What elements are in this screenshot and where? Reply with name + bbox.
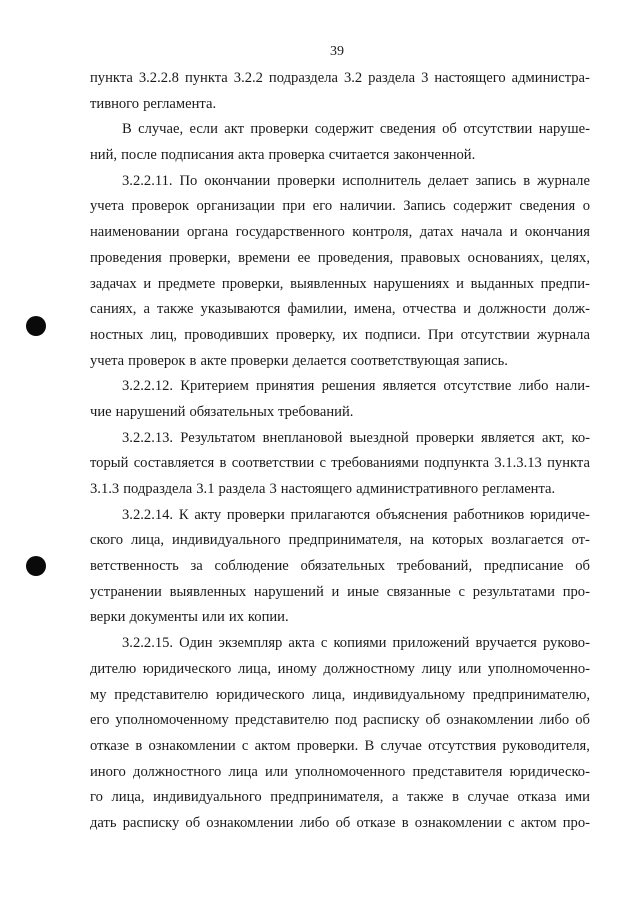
text-line: саниях, а также указываются фамилии, имена, отчества и должности долж- xyxy=(90,301,590,318)
text-line: торый составляется в соответствии с требованиями подпункта 3.1.3.13 пункта xyxy=(90,455,590,472)
text-line: учета проверок в акте проверки делается соответствующая запись. xyxy=(90,352,508,369)
text-line: 3.2.2.15. Один экземпляр акта с копиями приложений вручается руково- xyxy=(122,635,590,652)
text-line: В случае, если акт проверки содержит сведения об отсутствии наруше- xyxy=(122,121,590,138)
text-line: устранении выявленных нарушений и иные связанные с результатами про- xyxy=(90,583,590,600)
text-line: проведения проверки, времени ее проведения, правовых основаниях, целях, xyxy=(90,249,590,266)
text-line: задачах и предмете проверки, выявленных нарушениях и выданных предпи- xyxy=(90,275,590,292)
punch-hole-mark xyxy=(26,316,46,336)
text-line: дать расписку об ознакомлении либо об отказе в ознакомлении с актом про- xyxy=(90,814,590,831)
text-line: пункта 3.2.2.8 пункта 3.2.2 подраздела 3.2 раздела 3 настоящего администра- xyxy=(90,70,590,86)
text-line: ностных лиц, проводивших проверку, их подписи. При отсутствии журнала xyxy=(90,326,590,343)
text-line: го лица, индивидуального предпринимателя, а также в случае отказа ими xyxy=(90,789,590,806)
text-line: 3.2.2.13. Результатом внеплановой выездной проверки является акт, ко- xyxy=(122,429,590,446)
text-line: дителю юридического лица, иному должностному лицу или уполномоченно- xyxy=(90,660,590,677)
text-line: чие нарушений обязательных требований. xyxy=(90,403,354,420)
text-line: 3.2.2.11. По окончании проверки исполнитель делает запись в журнале xyxy=(122,172,590,189)
text-line: 3.2.2.14. К акту проверки прилагаются объяснения работников юридиче- xyxy=(122,506,590,523)
text-line: отказе в ознакомлении с актом проверки. В случае отсутствия руководителя, xyxy=(90,737,590,754)
text-line: му представителю юридического лица, индивидуальному предпринимателю, xyxy=(90,686,590,703)
text-line: 3.2.2.12. Критерием принятия решения является отсутствие либо нали- xyxy=(122,378,590,395)
text-line: ского лица, индивидуального предпринимателя, на которых возлагается от- xyxy=(90,532,590,549)
text-line: 3.1.3 подраздела 3.1 раздела 3 настоящего административного регламента. xyxy=(90,481,556,497)
body-text xyxy=(90,66,590,837)
text-line: верки документы или их копии. xyxy=(90,609,289,626)
text-line: его уполномоченному представителю под расписку об ознакомлении либо об xyxy=(90,712,590,729)
punch-hole-mark xyxy=(26,556,46,576)
text-line: ветственность за соблюдение обязательных требований, предписание об xyxy=(90,558,590,575)
text-line: наименовании органа государственного контроля, датах начала и окончания xyxy=(90,224,590,241)
text-line: тивного регламента. xyxy=(90,95,217,112)
text-line: иного должностного лица или уполномоченного представителя юридическо- xyxy=(90,763,590,780)
text-line: учета проверок организации при его наличии. Запись содержит сведения о xyxy=(90,198,590,215)
text-line: ний, после подписания акта проверка считается законченной. xyxy=(90,147,476,164)
page-number: 39 xyxy=(330,44,344,59)
